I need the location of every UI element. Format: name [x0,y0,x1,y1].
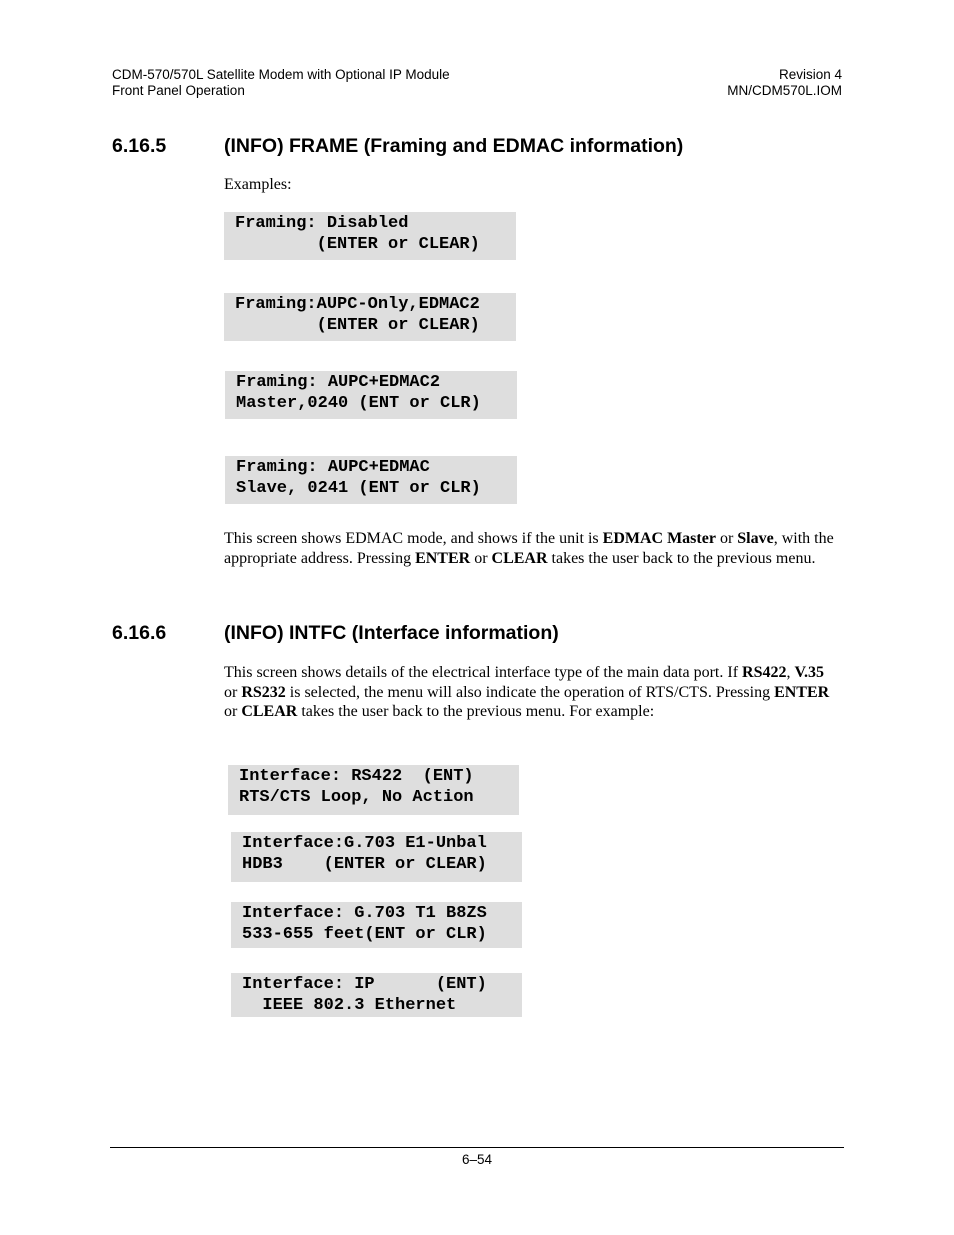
slave-term: Slave [737,530,774,547]
page-header-left [112,67,450,99]
document-number: MN/CDM570L.IOM [727,83,842,98]
edmac-master-term: EDMAC Master [602,530,716,547]
rs422-term: RS422 [742,664,787,681]
lcd-line: Framing: AUPC+EDMAC [236,458,430,477]
clear-key-term: CLEAR [491,549,548,567]
lcd-display [231,973,522,1017]
edmac-description: This screen shows EDMAC mode, and shows if the unit is EDMAC Master or Slave, with the appropriate address. Pressing ENTER or CLEAR takes the user back to the previous menu. [224,530,834,567]
lcd-line: Interface: IP (ENT) [242,975,487,994]
lcd-line: Slave, 0241 (ENT or CLR) [236,479,481,498]
enter-key-term: ENTER [774,683,830,701]
lcd-line: (ENTER or CLEAR) [235,235,480,254]
revision-label: Revision 4 [778,67,842,82]
lcd-line: Interface: G.703 T1 B8ZS [242,904,487,923]
footer-rule [110,1147,844,1148]
section-heading-frame [112,134,683,158]
interface-description: This screen shows details of the electrical interface type of the main data port. If RS422, V.35 or RS232 is selected, the menu will also indicate the operation of RTS/CTS. Pressing ENTER or CLEAR takes the user back to the previous menu. For example: [224,664,830,720]
section-number: 6.16.6 [112,622,167,644]
section-heading-intfc [112,621,559,645]
examples-label: Examples: [224,176,292,193]
lcd-line: RTS/CTS Loop, No Action [239,788,474,807]
page-number: 6–54 [461,1152,493,1167]
lcd-display [224,212,516,260]
lcd-line: IEEE 802.3 Ethernet [242,996,457,1015]
section-title: (INFO) FRAME (Framing and EDMAC information) [224,135,684,157]
v35-term: V.35 [794,664,824,681]
lcd-line: Framing:AUPC-Only,EDMAC2 [235,295,480,314]
enter-key-term: ENTER [415,549,471,567]
lcd-line: HDB3 (ENTER or CLEAR) [242,855,487,874]
lcd-display [231,902,522,948]
lcd-line: (ENTER or CLEAR) [235,316,480,335]
chapter-title: Front Panel Operation [112,83,245,98]
lcd-display [225,456,517,504]
lcd-line: Framing: AUPC+EDMAC2 [236,373,441,392]
lcd-display [228,765,519,815]
page-header-right [727,67,842,99]
clear-key-term: CLEAR [241,703,298,720]
lcd-display [231,832,522,882]
lcd-display [224,293,516,341]
rs232-term: RS232 [241,683,286,701]
section-number: 6.16.5 [112,135,167,157]
lcd-line: Interface: RS422 (ENT) [239,767,474,786]
lcd-line: Master,0240 (ENT or CLR) [236,394,481,413]
lcd-line: Framing: Disabled [235,214,409,233]
lcd-line: Interface:G.703 E1-Unbal [242,834,487,853]
lcd-line: 533-655 feet(ENT or CLR) [242,925,487,944]
lcd-display [225,371,517,419]
section-title: (INFO) INTFC (Interface information) [224,622,559,644]
document-title: CDM-570/570L Satellite Modem with Optional IP Module [112,67,450,82]
